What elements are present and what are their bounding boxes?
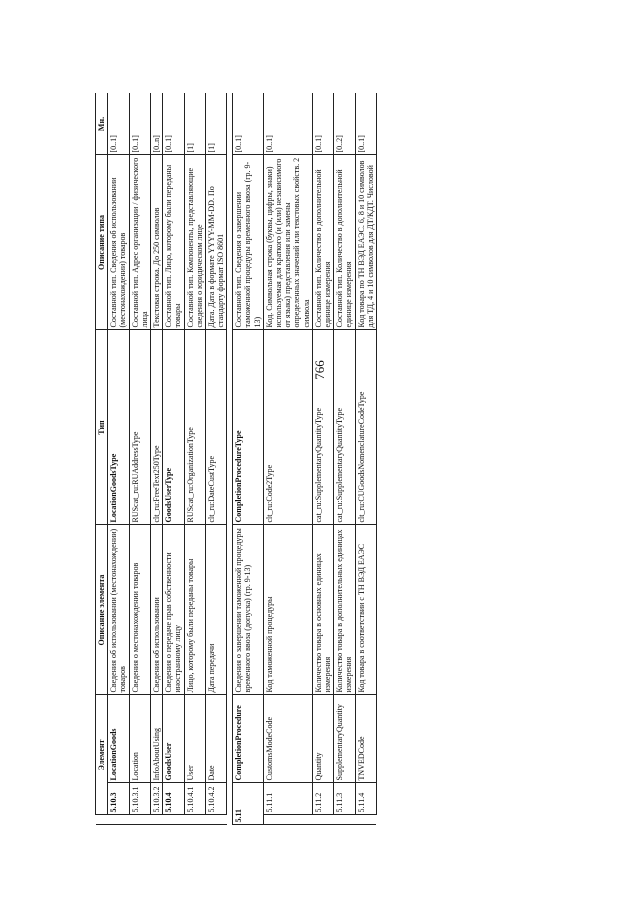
row-number: 5.10.4 <box>163 783 184 815</box>
header-mult: Мн. <box>96 93 108 155</box>
row-type-desc: Составной тип. Количество в дополнительной единице измерения <box>334 155 355 330</box>
row-element-desc: Код таможенной процедуры <box>263 525 312 695</box>
row-type: RUScat_ru:OrganizationType <box>184 330 205 525</box>
row-element-desc: Сведения об использовании (местонахождении) товаров <box>108 525 129 695</box>
row-element-desc: Сведения о передаче прав собственности иностранному лицу <box>163 525 184 695</box>
row-mult: [0..n] <box>150 93 162 155</box>
row-number: 5.10.4.2 <box>205 783 226 815</box>
row-mult: [0..1] <box>129 93 150 155</box>
table-row <box>150 93 162 833</box>
row-number: 5.11.4 <box>355 783 376 815</box>
row-element-name: GoodsUser <box>163 695 184 783</box>
row-element-name: Date <box>205 695 226 783</box>
header-element: Элемент <box>96 695 108 815</box>
row-type: RUScat_ru:RUAddressType <box>129 330 150 525</box>
elements-table <box>95 93 377 833</box>
row-mult: [0..1] <box>163 93 184 155</box>
row-type: clt_ru:CUGoodsNomenclatureCodeType <box>355 330 376 525</box>
row-element-name: Location <box>129 695 150 783</box>
row-type-desc: Код. Символьная строка (буквы, цифры, знаки) используемая для краткого (и (или) независимого от языка) представления или замены определенных значений или текстовых свойств. 2 символа <box>263 155 312 330</box>
row-mult: [0..1] <box>233 93 264 155</box>
row-type-desc: Составной тип. Лицо, которому были переданы товары <box>163 155 184 330</box>
row-element-name: InfoAboutUsing <box>150 695 162 783</box>
row-mult: [1] <box>205 93 226 155</box>
row-type: clt_ru:FreeText250Type <box>150 330 162 525</box>
table-row <box>108 93 129 833</box>
row-type-desc: Составной тип. Сведения о завершении таможенной процедуры временного ввоза (гр. 9-13) <box>233 155 264 330</box>
row-type-desc: Составной тип. Адрес организации / физического лица <box>129 155 150 330</box>
row-type-desc: Дата. Дата в формате YYYY-MM-DD. По стандарту формат ISO 8601 <box>205 155 226 330</box>
row-mult: [0..2] <box>334 93 355 155</box>
table-row <box>334 93 355 833</box>
row-type: cat_ru:SupplementaryQuantityType <box>334 330 355 525</box>
row-mult: [0..1] <box>108 93 129 155</box>
row-type-desc: Текстовая строка. До 250 символов <box>150 155 162 330</box>
row-element-name: Quantity <box>312 695 333 783</box>
row-element-desc: Количество товара в основных единицах измерения <box>312 525 333 695</box>
row-element-desc: Сведения об использовании <box>150 525 162 695</box>
table-row <box>163 93 184 833</box>
row-element-desc: Код товара в соответствии с ТН ВЭД ЕАЭС <box>355 525 376 695</box>
row-type: GoodsUserType <box>163 330 184 525</box>
row-element-desc: Количество товара в дополнительных единицах измерения <box>334 525 355 695</box>
row-number: 5.11.1 <box>263 783 312 815</box>
table-row <box>129 93 150 833</box>
row-type-desc: Составной тип. Компоненты, представляющие сведения о юридическом лице <box>184 155 205 330</box>
row-element-name: TNVEDCode <box>355 695 376 783</box>
row-mult: [0..1] <box>263 93 312 155</box>
header-row <box>96 93 108 833</box>
table-row <box>355 93 376 833</box>
row-element-name: User <box>184 695 205 783</box>
row-number: 5.11 <box>233 783 264 825</box>
row-number: 5.10.3.1 <box>129 783 150 815</box>
header-type: Тип <box>96 330 108 525</box>
table-row <box>312 93 333 833</box>
row-type-desc: Код товара по ТН ВЭД ЕАЭС. 6, 8 и 10 символов для ТД, 4 и 10 символов для ДТ/КДТ. Числовой <box>355 155 376 330</box>
row-type: LocationGoodsType <box>108 330 129 525</box>
header-type-desc: Описание типа <box>96 155 108 330</box>
rotated-table-container <box>95 93 560 833</box>
table-row <box>205 93 226 833</box>
row-type: clt_ru:DateCustType <box>205 330 226 525</box>
row-number: 5.10.4.1 <box>184 783 205 815</box>
row-element-name: CustomsModeCode <box>263 695 312 783</box>
row-element-desc: Дата передачи <box>205 525 226 695</box>
row-mult: [0..1] <box>355 93 376 155</box>
table-row <box>184 93 205 833</box>
row-element-name: CompletionProcedure <box>233 695 264 783</box>
row-type-desc: Составной тип. Сведения об использовании (местонахождении) товаров <box>108 155 129 330</box>
row-element-desc: Сведения о завершении таможенной процедуры временного ввоза (допуска) (гр. 9-13) <box>233 525 264 695</box>
row-number: 5.11.2 <box>312 783 333 815</box>
row-number: 5.11.3 <box>334 783 355 815</box>
row-element-name: SupplementaryQuantity <box>334 695 355 783</box>
row-element-name: LocationGoods <box>108 695 129 783</box>
row-element-desc: Сведения о местонахождении товаров <box>129 525 150 695</box>
header-element-desc: Описание элемента <box>96 525 108 695</box>
row-number: 5.10.3.2 <box>150 783 162 815</box>
table-row <box>233 93 264 833</box>
row-type-desc: Составной тип. Количество в дополнительной единице измерения <box>312 155 333 330</box>
row-mult: [0..1] <box>312 93 333 155</box>
row-element-desc: Лицо, которому были переданы товары <box>184 525 205 695</box>
table-row <box>263 93 312 833</box>
row-type: cat_ru:SupplementaryQuantityType <box>312 330 333 525</box>
row-number: 5.10.3 <box>108 783 129 815</box>
row-type: CompletionProcedureType <box>233 330 264 525</box>
row-mult: [1] <box>184 93 205 155</box>
page-number: 766 <box>311 360 327 380</box>
row-type: clt_ru:Code2Type <box>263 330 312 525</box>
